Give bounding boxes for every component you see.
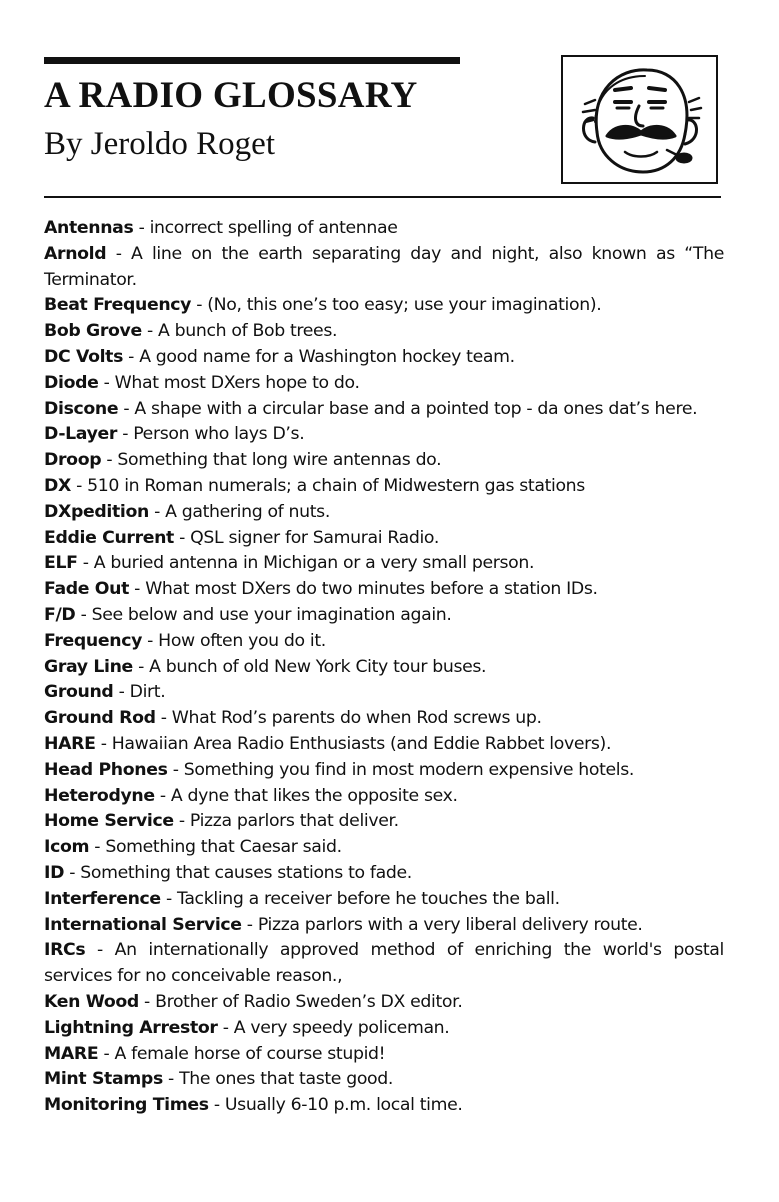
glossary-definition: - A shape with a circular base and a pointed top - da ones dat’s here. bbox=[118, 398, 698, 419]
glossary-entry bbox=[44, 655, 724, 681]
glossary-entry bbox=[44, 1067, 724, 1093]
glossary-definition: - 510 in Roman numerals; a chain of Midwestern gas stations bbox=[70, 475, 585, 496]
glossary-entry bbox=[44, 474, 724, 500]
glossary-term: Gray Line bbox=[44, 656, 133, 677]
glossary-term: International Service bbox=[44, 914, 242, 935]
glossary-term: Heterodyne bbox=[44, 785, 155, 806]
glossary-definition: - Pizza parlors with a very liberal delivery route. bbox=[241, 914, 643, 935]
glossary-term: HARE bbox=[44, 733, 96, 754]
glossary-term: Ground bbox=[44, 682, 114, 703]
glossary-term: F/D bbox=[44, 604, 76, 625]
glossary-term: Frequency bbox=[44, 630, 142, 651]
glossary-term: IRCs bbox=[44, 940, 86, 961]
glossary-definition: - A bunch of Bob trees. bbox=[141, 321, 338, 342]
glossary-entry bbox=[44, 938, 724, 990]
glossary-entry bbox=[44, 1042, 724, 1068]
glossary-definition: - Brother of Radio Sweden’s DX editor. bbox=[138, 991, 463, 1012]
glossary-definition: - A bunch of old New York City tour buses. bbox=[132, 656, 487, 677]
glossary-definition: - How often you do it. bbox=[142, 630, 326, 651]
glossary-term: MARE bbox=[44, 1043, 99, 1064]
cartoon-face-icon bbox=[567, 60, 712, 179]
glossary-definition: - See below and use your imagination again. bbox=[75, 604, 452, 625]
glossary-definition: - A female horse of course stupid! bbox=[98, 1043, 386, 1064]
glossary-entry bbox=[44, 345, 724, 371]
glossary-definition: - incorrect spelling of antennae bbox=[133, 218, 398, 238]
glossary-entry bbox=[44, 371, 724, 397]
glossary-term: Discone bbox=[44, 398, 119, 419]
glossary-definition: - Something that long wire antennas do. bbox=[101, 450, 442, 471]
glossary-definition: - Something you find in most modern expensive hotels. bbox=[167, 759, 635, 780]
glossary-entry bbox=[44, 603, 724, 629]
glossary-definition: - A dyne that likes the opposite sex. bbox=[154, 785, 458, 806]
glossary-definition: - Person who lays D’s. bbox=[117, 424, 305, 445]
glossary-definition: - Pizza parlors that deliver. bbox=[173, 811, 399, 832]
glossary-term: ID bbox=[44, 862, 65, 883]
glossary-term: Mint Stamps bbox=[44, 1069, 163, 1090]
glossary-definition: - A line on the earth separating day and night, also known as “The Terminator. bbox=[44, 243, 724, 290]
glossary-entry bbox=[44, 784, 724, 810]
glossary-list bbox=[44, 216, 724, 1119]
glossary-definition: - QSL signer for Samurai Radio. bbox=[173, 527, 439, 548]
glossary-definition: - Hawaiian Area Radio Enthusiasts (and Eddie Rabbet lovers). bbox=[95, 733, 612, 754]
glossary-entry bbox=[44, 990, 724, 1016]
glossary-entry bbox=[44, 680, 724, 706]
glossary-entry bbox=[44, 732, 724, 758]
glossary-entry bbox=[44, 1093, 724, 1119]
glossary-term: DXpedition bbox=[44, 501, 149, 522]
glossary-term: DX bbox=[44, 475, 71, 496]
glossary-term: Ground Rod bbox=[44, 708, 156, 729]
glossary-term: Fade Out bbox=[44, 579, 130, 600]
glossary-entry bbox=[44, 706, 724, 732]
glossary-definition: - The ones that taste good. bbox=[162, 1069, 394, 1090]
glossary-entry bbox=[44, 758, 724, 784]
glossary-definition: - Something that causes stations to fade. bbox=[64, 862, 412, 883]
glossary-definition: - What most DXers do two minutes before a station IDs. bbox=[129, 579, 598, 600]
glossary-term: Antennas bbox=[44, 218, 134, 238]
glossary-entry bbox=[44, 500, 724, 526]
top-rule bbox=[44, 57, 460, 64]
glossary-entry bbox=[44, 835, 724, 861]
glossary-term: ELF bbox=[44, 553, 78, 574]
glossary-definition: - A very speedy policeman. bbox=[217, 1017, 450, 1038]
glossary-term: Bob Grove bbox=[44, 321, 142, 342]
glossary-entry bbox=[44, 551, 724, 577]
glossary-entry bbox=[44, 861, 724, 887]
glossary-term: Droop bbox=[44, 450, 102, 471]
glossary-entry bbox=[44, 216, 724, 242]
glossary-definition: - Something that Caesar said. bbox=[89, 837, 342, 858]
glossary-entry bbox=[44, 1016, 724, 1042]
glossary-definition: - What Rod’s parents do when Rod screws up. bbox=[155, 708, 542, 729]
glossary-definition: - Usually 6-10 p.m. local time. bbox=[208, 1095, 463, 1116]
glossary-definition: - A gathering of nuts. bbox=[148, 501, 330, 522]
glossary-entry bbox=[44, 629, 724, 655]
glossary-definition: - What most DXers hope to do. bbox=[98, 372, 360, 393]
glossary-term: Eddie Current bbox=[44, 527, 174, 548]
glossary-term: D-Layer bbox=[44, 424, 118, 445]
glossary-term: Beat Frequency bbox=[44, 295, 192, 316]
glossary-definition: - (No, this one’s too easy; use your imagination). bbox=[191, 295, 602, 316]
glossary-definition: - A good name for a Washington hockey team. bbox=[123, 346, 515, 367]
glossary-term: Icom bbox=[44, 837, 90, 858]
glossary-entry bbox=[44, 448, 724, 474]
glossary-term: Diode bbox=[44, 372, 99, 393]
glossary-term: Monitoring Times bbox=[44, 1095, 209, 1116]
glossary-entry bbox=[44, 397, 724, 423]
glossary-term: Home Service bbox=[44, 811, 174, 832]
glossary-entry bbox=[44, 242, 724, 294]
glossary-definition: - A buried antenna in Michigan or a very small person. bbox=[77, 553, 535, 574]
glossary-term: Lightning Arrestor bbox=[44, 1017, 218, 1038]
glossary-entry bbox=[44, 887, 724, 913]
byline: By Jeroldo Roget bbox=[44, 126, 275, 162]
glossary-entry bbox=[44, 293, 724, 319]
glossary-term: Head Phones bbox=[44, 759, 168, 780]
glossary-definition: - Dirt. bbox=[113, 682, 166, 703]
glossary-entry bbox=[44, 809, 724, 835]
glossary-term: DC Volts bbox=[44, 346, 124, 367]
glossary-term: Arnold bbox=[44, 243, 107, 264]
page-title: A RADIO GLOSSARY bbox=[44, 75, 418, 116]
glossary-entry bbox=[44, 526, 724, 552]
glossary-term: Interference bbox=[44, 888, 161, 909]
glossary-term: Ken Wood bbox=[44, 991, 139, 1012]
glossary-definition: - Tackling a receiver before he touches the ball. bbox=[160, 888, 560, 909]
author-portrait bbox=[561, 55, 718, 184]
glossary-entry bbox=[44, 319, 724, 345]
glossary-definition: - An internationally approved method of enriching the world's postal services for no conceivable reason., bbox=[44, 940, 724, 987]
header-divider bbox=[44, 196, 721, 198]
glossary-entry bbox=[44, 422, 724, 448]
glossary-entry bbox=[44, 577, 724, 603]
glossary-entry bbox=[44, 913, 724, 939]
